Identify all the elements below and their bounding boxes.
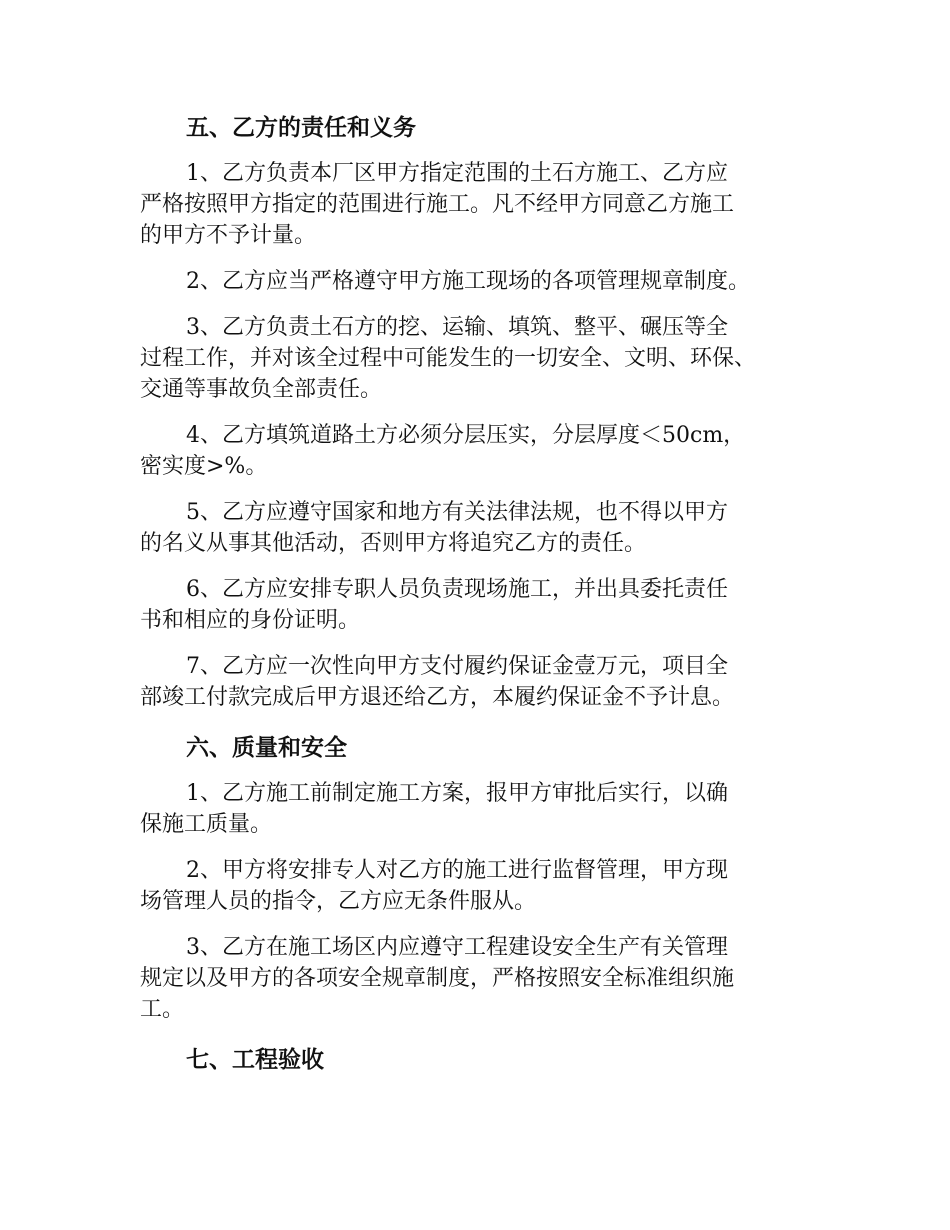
text-line: 工。 [140,997,185,1022]
text-line: 3、乙方在施工场区内应遵守工程建设安全生产有关管理 [186,935,728,960]
text-line: 规定以及甲方的各项安全规章制度，严格按照安全标准组织施 [140,966,735,991]
text-line: 场管理人员的指令，乙方应无条件服从。 [140,889,537,914]
section-heading-5: 五、乙方的责任和义务 [186,115,416,141]
text-line: 1、乙方施工前制定施工方案，报甲方审批后实行，以确 [186,781,728,806]
text-line: 的甲方不予计量。 [140,223,317,248]
clause-5-2 [140,266,830,297]
clause-5-4 [140,420,830,482]
text-line: 4、乙方填筑道路土方必须分层压实，分层厚度＜50cm， [186,423,746,448]
clause-5-7 [140,651,830,713]
text-line: 书和相应的身份证明。 [140,608,361,633]
clause-5-6 [140,574,830,636]
clause-5-3 [140,312,830,405]
text-line: 交通等事故负全部责任。 [140,377,383,402]
clause-6-2 [140,855,830,917]
text-line: 保施工质量。 [140,812,273,837]
text-line: 严格按照甲方指定的范围进行施工。凡不经甲方同意乙方施工 [140,192,735,217]
section-heading-6: 六、质量和安全 [186,735,347,761]
text-line: 6、乙方应安排专职人员负责现场施工，并出具委托责任 [186,577,728,602]
text-line: 7、乙方应一次性向甲方支付履约保证金壹万元，项目全 [186,654,728,679]
clause-5-1 [140,158,830,251]
text-line: 5、乙方应遵守国家和地方有关法律法规，也不得以甲方 [186,500,728,525]
clause-6-1 [140,778,830,840]
section-heading-7: 七、工程验收 [186,1047,324,1073]
text-line: 2、乙方应当严格遵守甲方施工现场的各项管理规章制度。 [186,269,750,294]
document-body [140,108,830,1090]
text-line: 过程工作，并对该全过程中可能发生的一切安全、文明、环保、 [140,346,757,371]
text-line: 部竣工付款完成后甲方退还给乙方，本履约保证金不予计息。 [140,685,735,710]
clause-6-3 [140,932,830,1025]
text-line: 的名义从事其他活动，否则甲方将追究乙方的责任。 [140,531,647,556]
text-line: 密实度>%。 [140,454,268,479]
text-line: 3、乙方负责土石方的挖、运输、填筑、整平、碾压等全 [186,315,728,340]
text-line: 1、乙方负责本厂区甲方指定范围的土石方施工、乙方应 [186,161,728,186]
text-line: 2、甲方将安排专人对乙方的施工进行监督管理，甲方现 [186,858,728,883]
clause-5-5 [140,497,830,559]
